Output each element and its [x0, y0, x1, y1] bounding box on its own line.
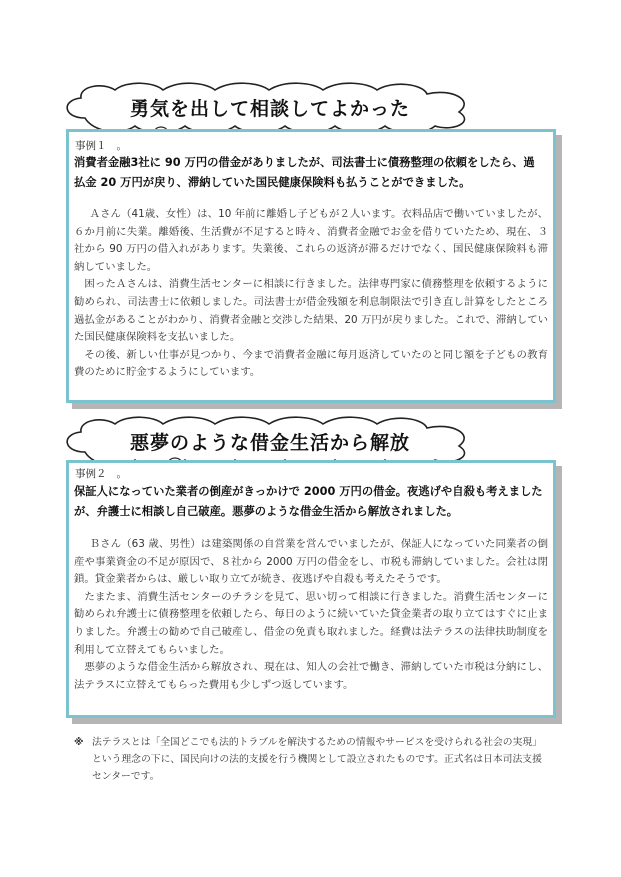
section1-title: 勇気を出して相談してよかった [129, 98, 410, 120]
case-label-1-text: 事例１ [75, 140, 107, 152]
case-2-paragraph: Ｂさん（63 歳、男性）は建築関係の自営業を営んでいましたが、保証人になっていた同業者の倒産や事業資金の不足が原因で、８社から 2000 万円の借金をし、市税も滞納していました。会社は閉鎖。貸金業者からは、厳しい取り立てが続き、夜逃げや自殺も考えたそうです。 [74, 538, 548, 586]
section1-cloud-banner [55, 78, 485, 136]
case-label-2 [75, 466, 127, 481]
case-label-2-text: 事例２ [75, 468, 107, 480]
footnote [74, 734, 548, 785]
case-2-paragraph: 悪夢のような借金生活から解放され、現在は、知人の会社で働き、滞納していた市税は分納にし、法テラスに立替えてもらった費用も少しずつ返しています。 [74, 661, 548, 691]
case-1-paragraph: その後、新しい仕事が見つかり、今まで消費者金融に毎月返済していたのと同じ額を子どもの教育費のために貯金するようにしています。 [74, 348, 548, 379]
case-2-body [74, 536, 548, 694]
case-2-summary: 保証人になっていた業者の倒産がきっかけで 2000 万円の借金。夜逃げや自殺も考えましたが、弁護士に相談し自己破産。悪夢のような借金生活から解放されました。 [74, 485, 543, 518]
case-1-body [74, 206, 548, 382]
case-1-paragraph: Ａさん（41歳、女性）は、10 年前に離婚し子どもが２人います。衣料品店で働いていましたが、６か月前に失業。離婚後、生活費が不足すると時々、消費者金融でお金を借りていたため、現在、３社から 90 万円の借入れがあります。失業後、これらの返済が滞るだけでなく、国民健康保険料も滞納していました。 [74, 208, 548, 273]
case-2-paragraph: たまたま、消費生活センターのチラシを見て、思い切って相談に行きました。消費生活センターに勧められ弁護士に債務整理を依頼したら、毎日のように続いていた貸金業者の取り立てはすぐに止まりました。弁護士の勧めで自己破産し、借金の免責も取れました。経費は法テラスの法律扶助制度を利用して立替えてもらいました。 [74, 590, 548, 656]
case-label-2-mark: 。 [116, 468, 127, 480]
section2-title: 悪夢のような借金生活から解放 [129, 432, 410, 454]
case-1-summary: 消費者金融3社に 90 万円の借金がありましたが、司法書士に債務整理の依頼をしたら、過払金 20 万円が戻り、滞納していた国民健康保険料も払うことができました。 [74, 156, 535, 189]
footnote-mark: ※ [74, 737, 84, 748]
case-1-paragraph: 困ったＡさんは、消費生活センターに相談に行きました。法律専門家に債務整理を依頼するように勧められ、司法書士に依頼しました。司法書士が借金残額を利息制限法で引き直し計算をしたところ過払金があることがわかり、消費者金融と交渉した結果、20 万円が戻りました。これで、滞納していた国民健康保険料を支払いました。 [74, 278, 548, 344]
case-label-1 [75, 138, 127, 153]
footnote-text: 法テラスとは「全国どこでも法的トラブルを解決するための情報やサービスを受けられる社会の実現」という理念の下に、国民向けの法的支援を行う機関として設立されたものです。正式名は日本司法支援センターです。 [92, 737, 542, 782]
case-label-1-mark: 。 [116, 140, 127, 152]
